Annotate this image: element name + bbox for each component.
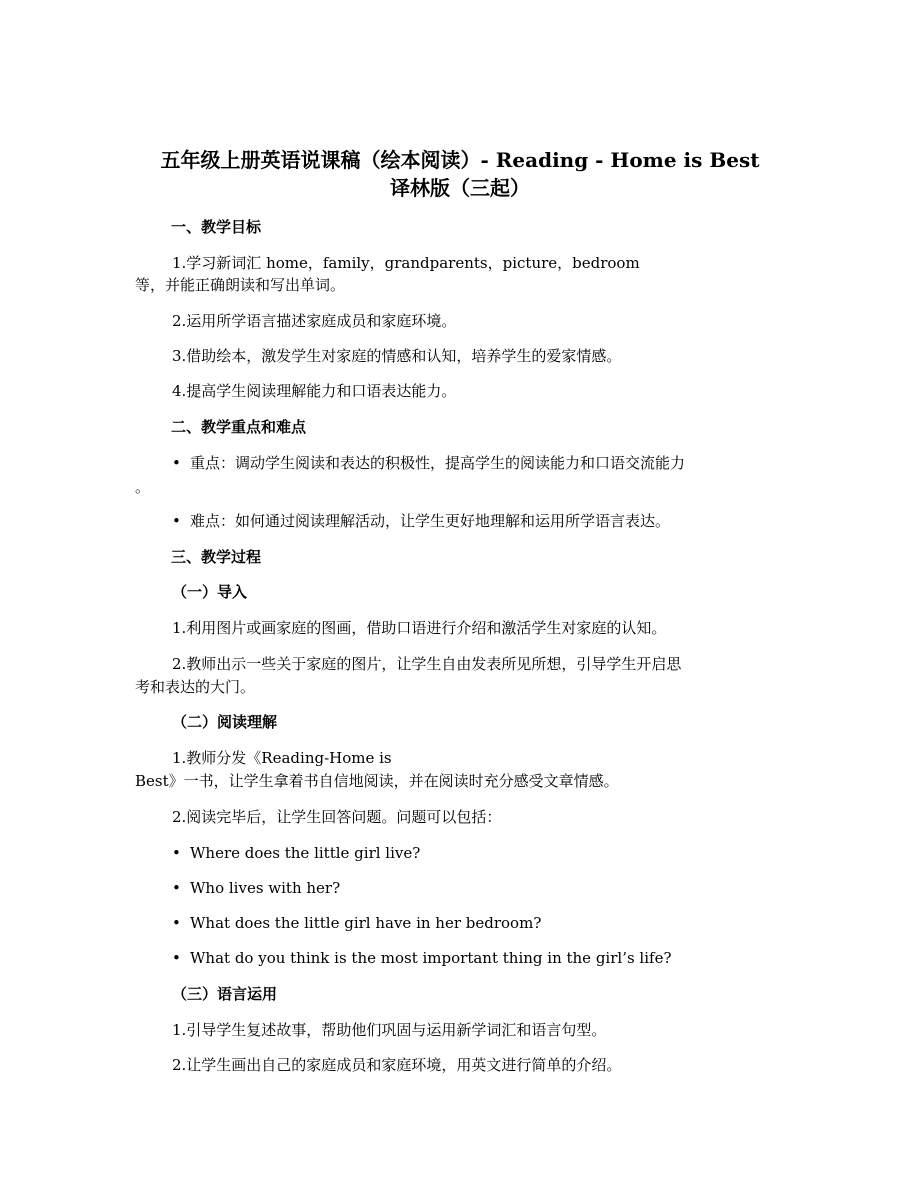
objective-item-4: 4.提高学生阅读理解能力和口语表达能力。 — [172, 382, 457, 400]
document-title-line-1: 五年级上册英语说课稿（绘本阅读）- Reading - Home is Best — [160, 148, 760, 172]
question-item-4 — [172, 947, 672, 969]
bullet-icon: • — [172, 879, 181, 897]
bullet-icon: • — [172, 454, 181, 472]
question-item-2 — [172, 877, 340, 899]
key-point-item — [172, 452, 685, 474]
question-text-1: Where does the little girl live? — [190, 844, 421, 862]
bullet-icon: • — [172, 844, 181, 862]
bullet-icon: • — [172, 949, 181, 967]
reading-item-1: 1.教师分发《Reading-Home is — [172, 749, 392, 767]
intro-item-2-continued: 考和表达的大门。 — [135, 678, 256, 696]
key-point-text: 重点：调动学生阅读和表达的积极性，提高学生的阅读能力和口语交流能力 — [190, 454, 686, 472]
language-use-item-1: 1.引导学生复述故事，帮助他们巩固与运用新学词汇和语言句型。 — [172, 1021, 607, 1039]
difficult-point-item — [172, 510, 670, 532]
subsection-heading-reading: （二）阅读理解 — [172, 713, 278, 731]
section-heading-objectives: 一、教学目标 — [171, 218, 262, 236]
bullet-icon: • — [172, 512, 181, 530]
reading-item-2: 2.阅读完毕后，让学生回答问题。问题可以包括： — [172, 808, 502, 826]
question-text-3: What does the little girl have in her bedroom? — [190, 914, 542, 932]
bullet-icon: • — [172, 914, 181, 932]
intro-item-1: 1.利用图片或画家庭的图画，借助口语进行介绍和激活学生对家庭的认知。 — [172, 619, 667, 637]
intro-item-2: 2.教师出示一些关于家庭的图片，让学生自由发表所见所想，引导学生开启思 — [172, 655, 682, 673]
question-text-4: What do you think is the most important thing in the girl’s life? — [190, 949, 672, 967]
question-item-1 — [172, 842, 420, 864]
question-text-2: Who lives with her? — [190, 879, 341, 897]
document-title-line-2: 译林版（三起） — [390, 176, 530, 200]
language-use-item-2: 2.让学生画出自己的家庭成员和家庭环境，用英文进行简单的介绍。 — [172, 1056, 622, 1074]
subsection-heading-intro: （一）导入 — [172, 583, 248, 601]
section-heading-key-points: 二、教学重点和难点 — [171, 418, 307, 436]
subsection-heading-language-use: （三）语言运用 — [172, 985, 278, 1003]
objective-item-3: 3.借助绘本，激发学生对家庭的情感和认知，培养学生的爱家情感。 — [172, 347, 622, 365]
question-item-3 — [172, 912, 541, 934]
section-heading-process: 三、教学过程 — [171, 548, 262, 566]
objective-item-1: 1.学习新词汇 home，family，grandparents，picture，bedroom — [172, 254, 640, 272]
reading-item-1-continued: Best》一书，让学生拿着书自信地阅读，并在阅读时充分感受文章情感。 — [135, 772, 619, 790]
objective-item-2: 2.运用所学语言描述家庭成员和家庭环境。 — [172, 312, 457, 330]
difficult-point-text: 难点：如何通过阅读理解活动，让学生更好地理解和运用所学语言表达。 — [190, 512, 671, 530]
key-point-continued: 。 — [135, 478, 151, 496]
objective-item-1-continued: 等，并能正确朗读和写出单词。 — [135, 276, 346, 294]
